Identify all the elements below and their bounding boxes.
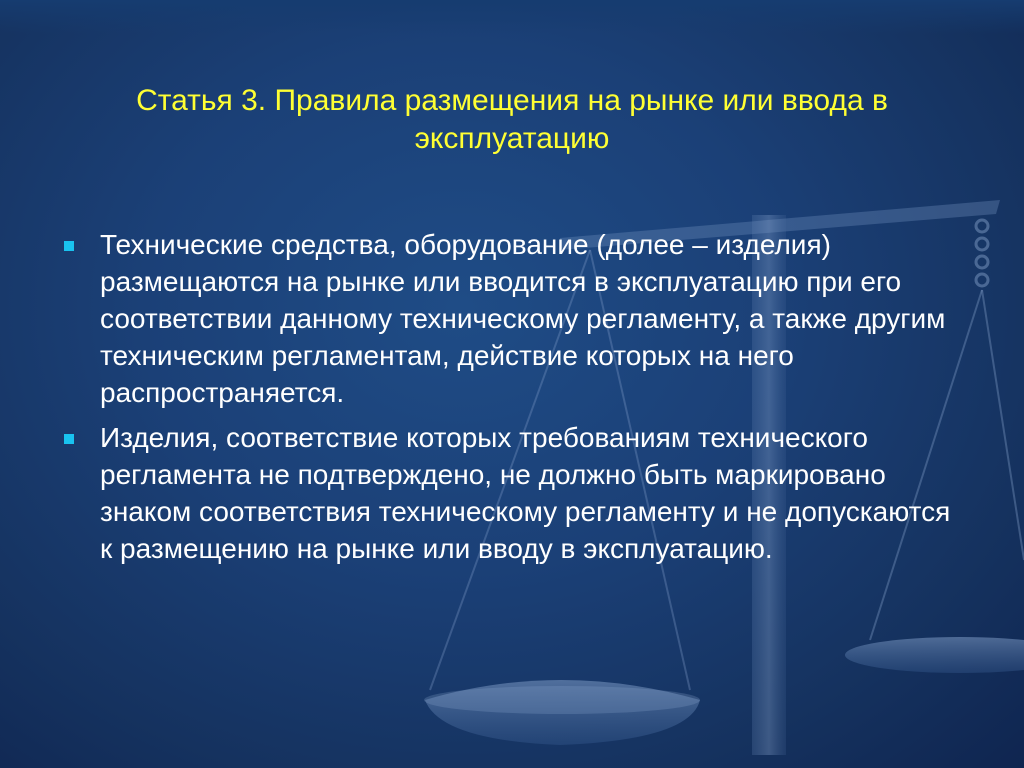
bullet-item — [56, 226, 956, 411]
bullet-item — [56, 419, 956, 567]
square-bullet-icon — [64, 434, 74, 444]
bullet-text: Технические средства, оборудование (долее – изделия) размещаются на рынке или вводится в эксплуатацию при его соответствии данному техническому регламенту, а также другим техническим регламентам, действие которых на него распространяется. — [100, 229, 946, 408]
slide-title: Статья 3. Правила размещения на рынке или ввода в эксплуатацию — [136, 84, 888, 155]
bullet-text: Изделия, соответствие которых требованиям технического регламента не подтверждено, не должно быть маркировано знаком соответствия техническому регламенту и не допускаются к размещению на рынке или вводу в эксплуатацию. — [100, 422, 951, 564]
square-bullet-icon — [64, 241, 74, 251]
bullet-list — [56, 226, 956, 575]
